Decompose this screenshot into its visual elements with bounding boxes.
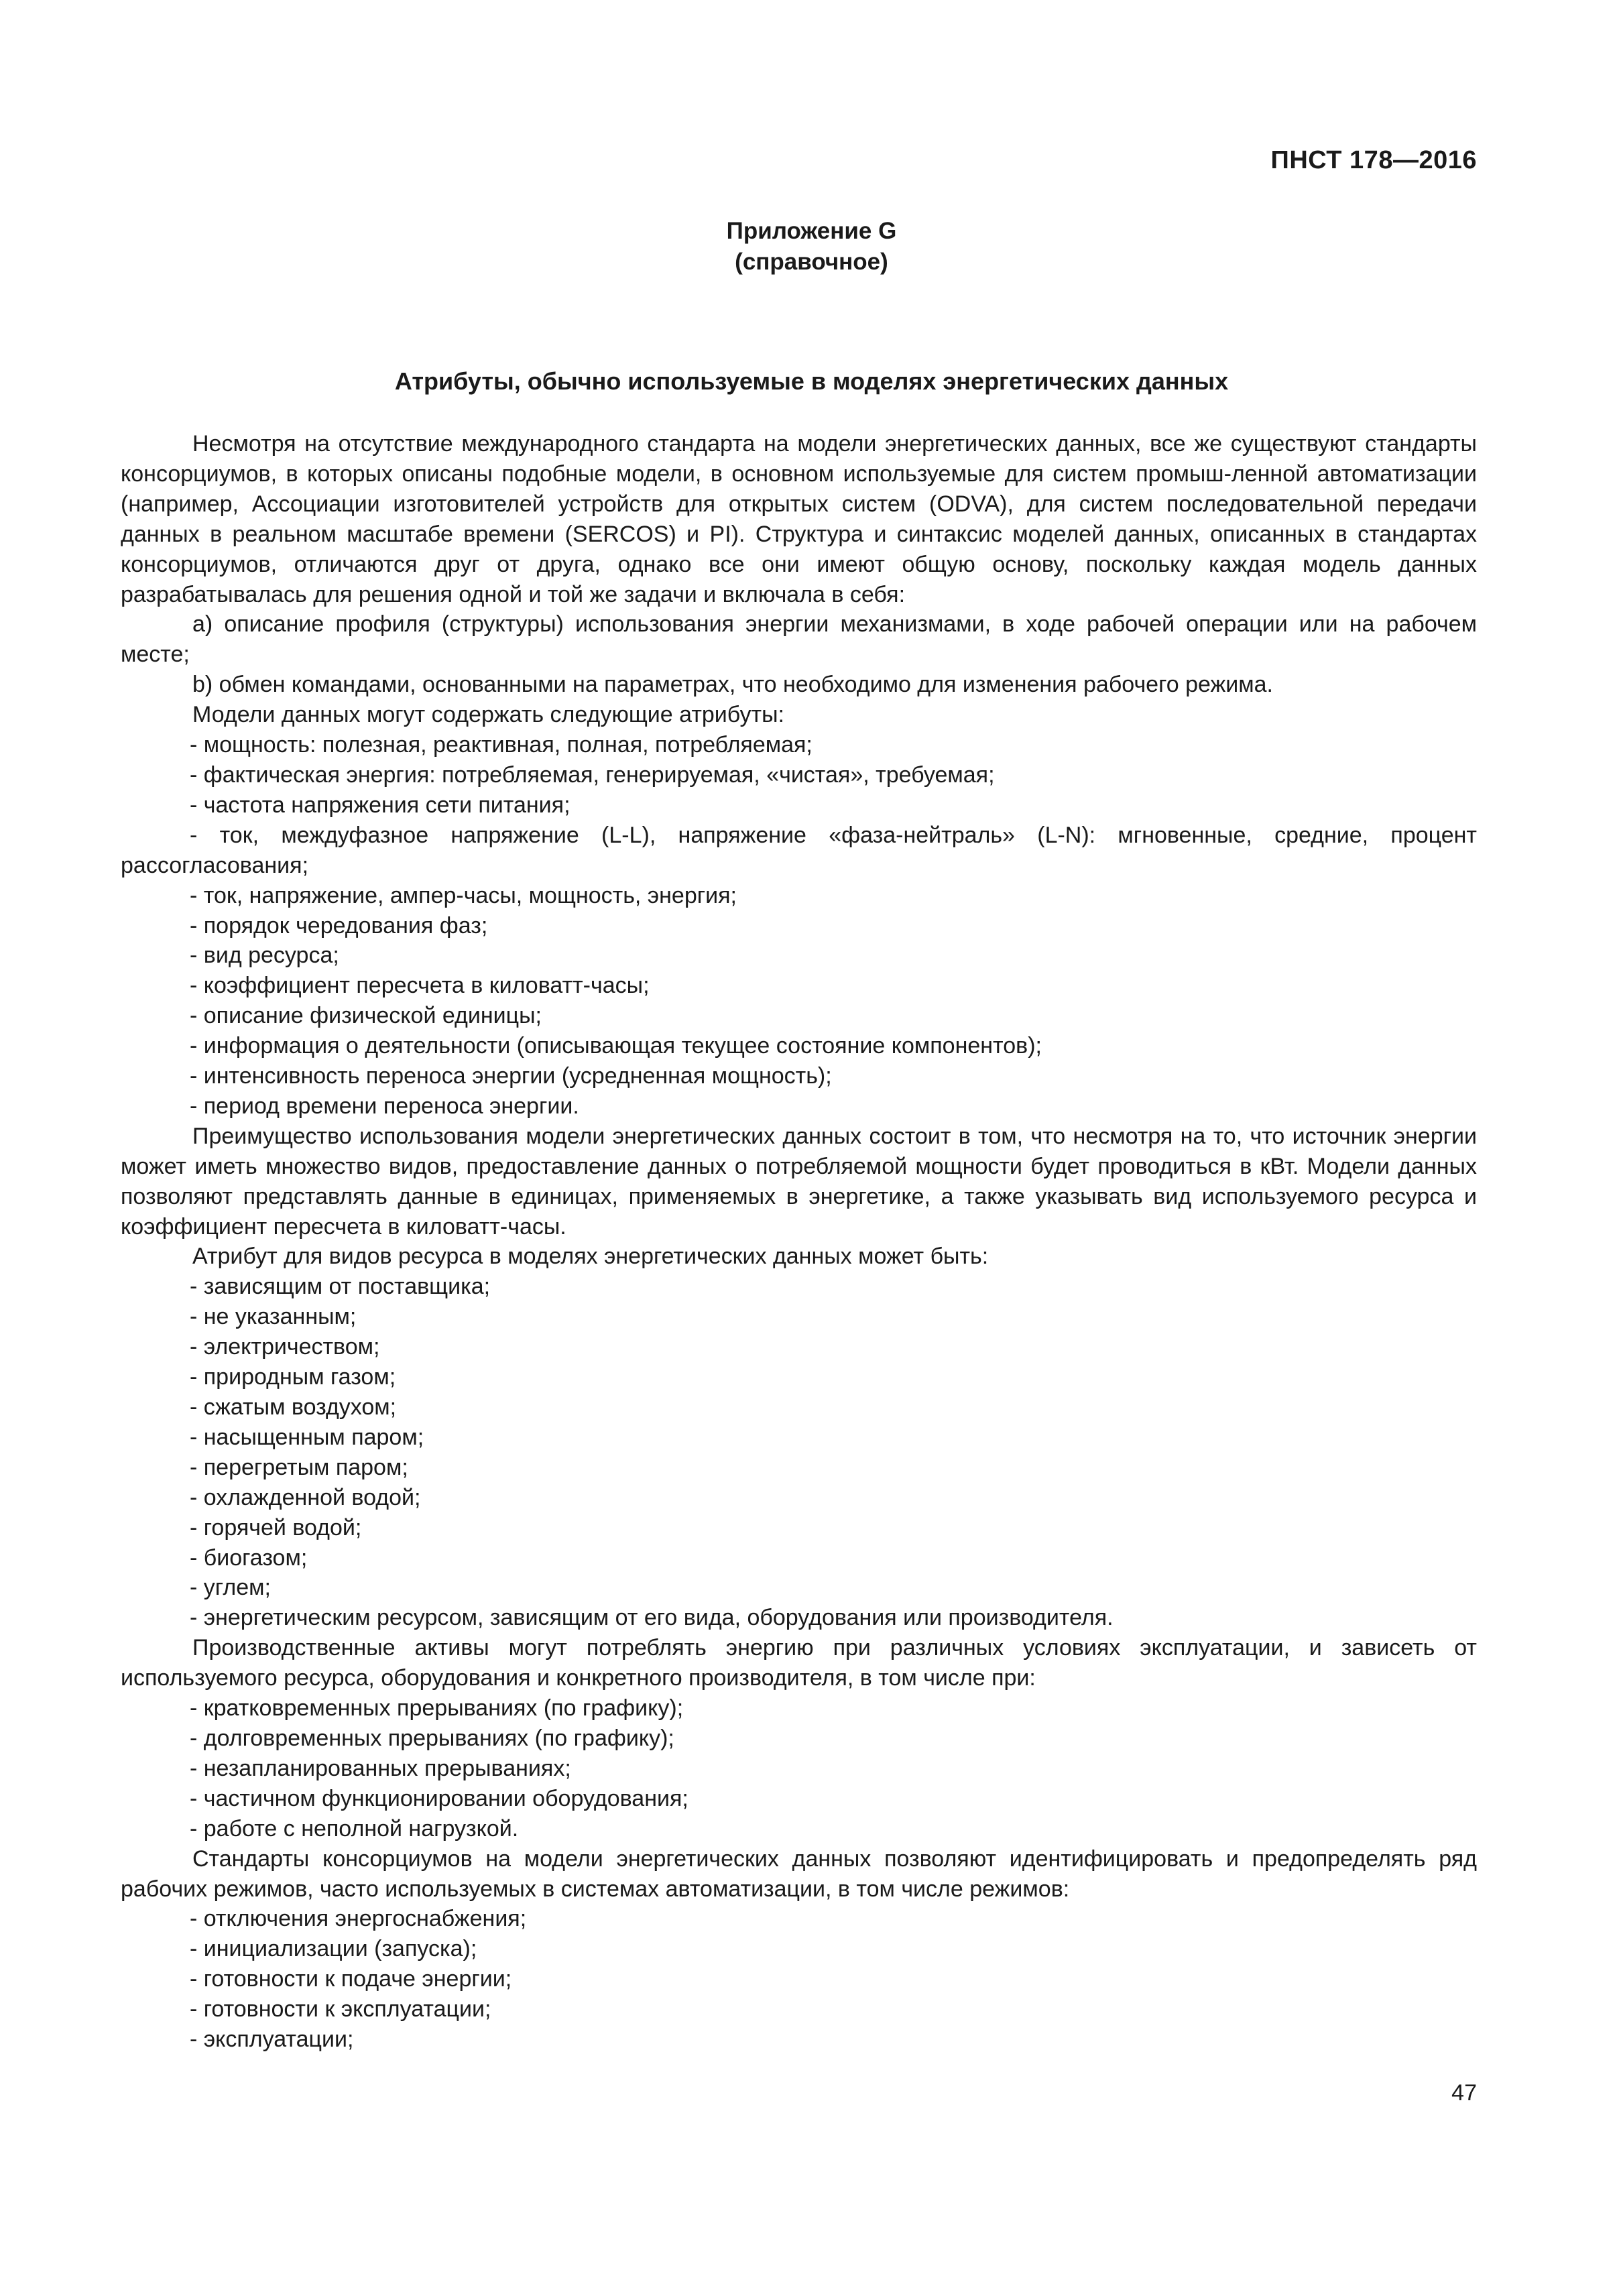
condition-item: - кратковременных прерываниях (по графику); bbox=[190, 1695, 684, 1721]
resource-item: - природным газом; bbox=[190, 1364, 396, 1390]
advantage-paragraph: Преимущество использования модели энергетических данных состоит в том, что несмотря на то, что источник энергии может иметь множество видов, предоставление данных о потребляемой мощности будет проводиться в кВт. Модели данных позволяют представлять данные в единицах, применяемых в энергетике, а также указывать вид используемого ресурса и коэффициент пересчета в киловатт-часы. bbox=[121, 1123, 1477, 1240]
resource-item: - электричеством; bbox=[190, 1334, 380, 1360]
attribute-item: - ток, напряжение, ампер-часы, мощность, энергия; bbox=[190, 882, 737, 908]
attributes-intro: Модели данных могут содержать следующие атрибуты: bbox=[192, 702, 784, 728]
document-body bbox=[121, 429, 1477, 2055]
list-item-a: a) описание профиля (структуры) использования энергии механизмами, в ходе рабочей операции или на рабочем месте; bbox=[121, 611, 1477, 668]
attribute-item: - информация о деятельности (описывающая текущее состояние компонентов); bbox=[190, 1033, 1042, 1059]
mode-item: - отключения энергоснабжения; bbox=[190, 1906, 527, 1932]
mode-item: - инициализации (запуска); bbox=[190, 1936, 477, 1962]
attribute-item: - частота напряжения сети питания; bbox=[190, 792, 570, 818]
condition-item: - работе с неполной нагрузкой. bbox=[190, 1815, 519, 1841]
attribute-item: - период времени переноса энергии. bbox=[190, 1093, 579, 1119]
attribute-item: - мощность: полезная, реактивная, полная, потребляемая; bbox=[190, 732, 813, 758]
assets-intro: Производственные активы могут потреблять энергию при различных условиях эксплуатации, и зависеть от используемого ресурса, оборудования и конкретного производителя, в том числе при: bbox=[121, 1635, 1477, 1691]
attribute-item: - вид ресурса; bbox=[190, 943, 339, 969]
attribute-item: - порядок чередования фаз; bbox=[190, 912, 488, 939]
resource-intro: Атрибут для видов ресурса в моделях энергетических данных может быть: bbox=[192, 1244, 989, 1270]
resource-item: - насыщенным паром; bbox=[190, 1424, 424, 1450]
intro-paragraph: Несмотря на отсутствие международного стандарта на модели энергетических данных, все же существуют стандарты консорциумов, в которых описаны подобные модели, в основном используемые для систем промыш-ленной автоматизации (например, Ассоциации изготовителей устройств для открытых систем (ODVA), для систем последовательной передачи данных в реальном масштабе времени (SERCOS) и PI). Структура и синтаксис моделей данных, описанных в стандартах консорциумов, отличаются друг от друга, однако все они имеют общую основу, поскольку каждая модель данных разрабатывалась для решения одной и той же задачи и включала в себя: bbox=[121, 431, 1477, 607]
resource-item: - биогазом; bbox=[190, 1545, 308, 1571]
condition-item: - незапланированных прерываниях; bbox=[190, 1755, 571, 1781]
resource-item: - зависящим от поставщика; bbox=[190, 1274, 491, 1300]
list-item-b: b) обмен командами, основанными на параметрах, что необходимо для изменения рабочего режима. bbox=[192, 672, 1273, 698]
condition-item: - долговременных прерываниях (по графику); bbox=[190, 1725, 674, 1751]
resource-item: - перегретым паром; bbox=[190, 1454, 408, 1480]
section-title: Атрибуты, обычно используемые в моделях энергетических данных bbox=[394, 367, 1229, 395]
resource-item: - охлажденной водой; bbox=[190, 1484, 421, 1510]
appendix-heading bbox=[0, 216, 1623, 278]
mode-item: - готовности к подаче энергии; bbox=[190, 1966, 512, 1992]
attribute-item: - интенсивность переноса энергии (усредненная мощность); bbox=[190, 1063, 832, 1089]
page-number: 47 bbox=[1451, 2080, 1477, 2106]
mode-item: - готовности к эксплуатации; bbox=[190, 1996, 491, 2022]
condition-item: - частичном функционировании оборудования; bbox=[190, 1785, 688, 1811]
resource-item: - углем; bbox=[190, 1575, 271, 1601]
document-code: ПНСТ 178—2016 bbox=[1270, 146, 1477, 174]
resource-item: - энергетическим ресурсом, зависящим от его вида, оборудования или производителя. bbox=[190, 1605, 1114, 1631]
appendix-title: Приложение G bbox=[726, 218, 897, 244]
mode-item: - эксплуатации; bbox=[190, 2027, 354, 2053]
resource-item: - горячей водой; bbox=[190, 1514, 362, 1540]
appendix-type: (справочное) bbox=[735, 249, 888, 275]
attribute-item: - коэффициент пересчета в киловатт-часы; bbox=[190, 973, 650, 999]
attribute-item: - ток, междуфазное напряжение (L-L), напряжение «фаза-нейтраль» (L-N): мгновенные, средние, процент рассогласования; bbox=[121, 822, 1477, 878]
resource-item: - не указанным; bbox=[190, 1304, 357, 1330]
attribute-item: - фактическая энергия: потребляемая, генерируемая, «чистая», требуемая; bbox=[190, 762, 995, 788]
modes-intro: Стандарты консорциумов на модели энергетических данных позволяют идентифицировать и предопределять ряд рабочих режимов, часто используемых в системах автоматизации, в том числе режимов: bbox=[121, 1846, 1477, 1902]
attribute-item: - описание физической единицы; bbox=[190, 1003, 542, 1029]
resource-item: - сжатым воздухом; bbox=[190, 1394, 397, 1420]
